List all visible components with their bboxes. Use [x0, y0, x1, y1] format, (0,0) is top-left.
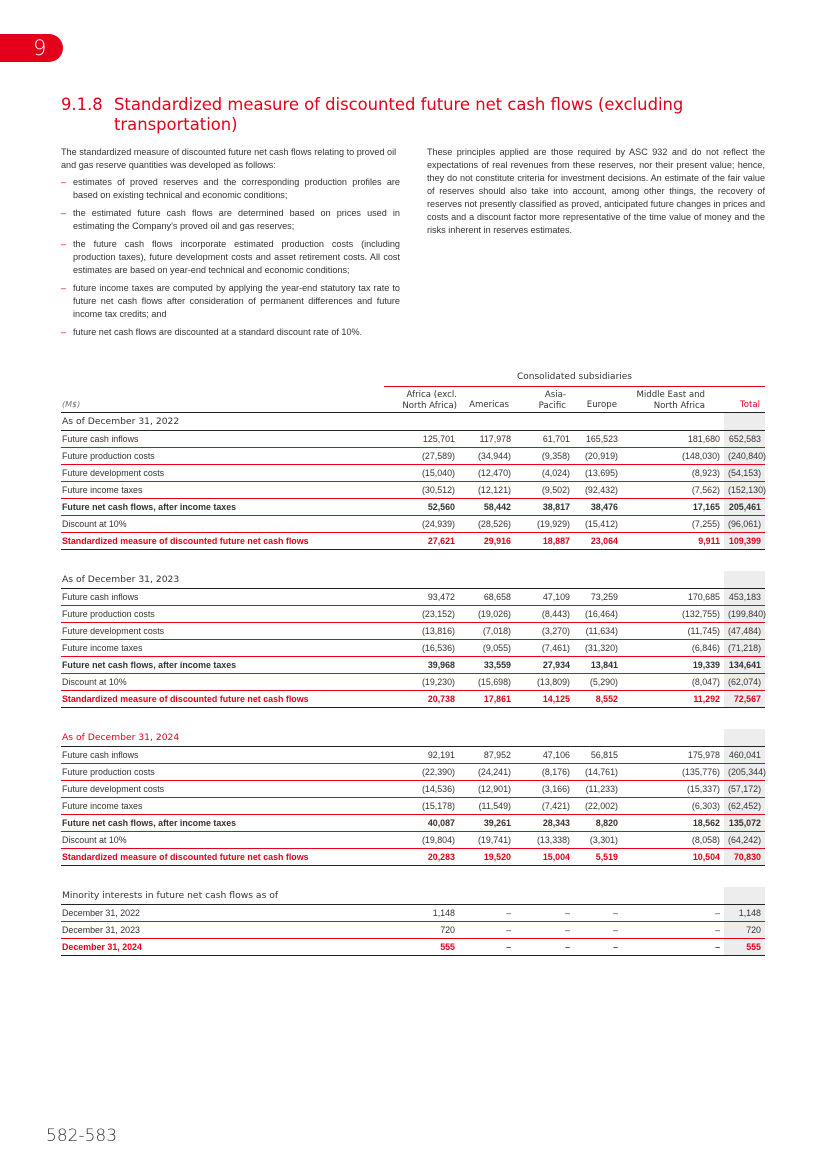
value-cell: (4,024) [515, 464, 574, 481]
value-cell: (22,002) [574, 797, 622, 814]
table-row [61, 464, 765, 481]
list-item: – estimates of proved reserves and the corresponding production profiles are based on existing technical and economic conditions; [61, 177, 400, 200]
list-item: – future income taxes are computed by applying the year-end statutory tax rate to future net cash flows after consideration of permanent differences and future income tax credits; and [61, 283, 400, 319]
total-cell: (71,218) [724, 639, 765, 656]
value-cell: (7,461) [515, 639, 574, 656]
value-cell: (13,809) [515, 673, 574, 690]
section-heading [61, 95, 761, 135]
group-header: Consolidated subsidiaries [384, 372, 765, 387]
value-cell: 68,658 [459, 588, 515, 605]
value-cell: (5,290) [574, 673, 622, 690]
value-cell: 175,978 [622, 746, 724, 763]
row-label: Future cash inflows [61, 588, 384, 605]
value-cell: 38,817 [515, 498, 574, 515]
table-row [61, 639, 765, 656]
value-cell: 8,552 [574, 690, 622, 707]
value-cell: (11,233) [574, 780, 622, 797]
total-cell: (62,074) [724, 673, 765, 690]
column-header-africa: Africa (excl. North Africa) [402, 390, 457, 411]
value-cell: 47,109 [515, 588, 574, 605]
value-cell: 17,165 [622, 498, 724, 515]
value-cell: 170,685 [622, 588, 724, 605]
value-cell: (19,741) [459, 831, 515, 848]
table-row [61, 673, 765, 690]
table-row [61, 498, 765, 515]
value-cell: (12,901) [459, 780, 515, 797]
table-row [61, 904, 765, 921]
value-cell: (135,776) [622, 763, 724, 780]
value-cell: (7,562) [622, 481, 724, 498]
row-label: Future net cash flows, after income taxes [61, 656, 384, 673]
value-cell: (12,470) [459, 464, 515, 481]
value-cell: 39,968 [384, 656, 459, 673]
value-cell: (22,390) [384, 763, 459, 780]
value-cell: (6,846) [622, 639, 724, 656]
value-cell: 28,343 [515, 814, 574, 831]
table-row [61, 605, 765, 622]
table-row [61, 532, 765, 549]
value-cell: (7,421) [515, 797, 574, 814]
section-title-line2: transportation) [114, 115, 238, 134]
value-cell: 14,125 [515, 690, 574, 707]
row-label: Future production costs [61, 763, 384, 780]
row-label: Future income taxes [61, 797, 384, 814]
table-row [61, 921, 765, 938]
total-cell: (62,452) [724, 797, 765, 814]
value-cell: (8,047) [622, 673, 724, 690]
value-cell: 58,442 [459, 498, 515, 515]
value-cell: – [459, 938, 515, 955]
value-cell: (16,464) [574, 605, 622, 622]
value-cell: (14,761) [574, 763, 622, 780]
value-cell: (15,337) [622, 780, 724, 797]
value-cell: (15,178) [384, 797, 459, 814]
value-cell: (9,358) [515, 447, 574, 464]
intro-lead: The standardized measure of discounted future net cash flows relating to proved oil and gas reserve quantities was developed as follows: [61, 147, 397, 170]
table-row [61, 780, 765, 797]
value-cell: 117,978 [459, 430, 515, 447]
value-cell: (16,536) [384, 639, 459, 656]
row-label: Future development costs [61, 622, 384, 639]
value-cell: 125,701 [384, 430, 459, 447]
intro-right-column [427, 146, 765, 237]
table-row [61, 515, 765, 532]
value-cell: 47,106 [515, 746, 574, 763]
total-cell: 555 [724, 938, 765, 955]
intro-right-paragraph: These principles applied are those required by ASC 932 and do not reflect the expectations of real revenues from these reserves, nor their present value; hence, they do not constitute criteria for investment decisions. An estimate of the fair value of reserves should also take into account, among other things, the recovery of reserves not presently classified as proved, anticipated future changes in prices and costs and a discount factor more representative of the time value of money and the risks inherent in reserves estimates. [427, 147, 765, 235]
chapter-tab: 9 [0, 34, 63, 62]
value-cell: 5,519 [574, 848, 622, 865]
value-cell: 19,339 [622, 656, 724, 673]
row-label: December 31, 2023 [61, 921, 384, 938]
total-cell: 109,399 [724, 532, 765, 549]
total-cell: (57,172) [724, 780, 765, 797]
table-row [61, 656, 765, 673]
unit-label: (M$) [62, 400, 81, 409]
section-title-row: As of December 31, 2024 [61, 729, 765, 746]
table-row [61, 814, 765, 831]
intro-bullet-list [61, 176, 400, 339]
value-cell: – [515, 921, 574, 938]
value-cell: 8,820 [574, 814, 622, 831]
value-cell: – [459, 904, 515, 921]
value-cell: (3,270) [515, 622, 574, 639]
value-cell: 720 [384, 921, 459, 938]
total-cell: (199,840) [724, 605, 765, 622]
value-cell: (7,255) [622, 515, 724, 532]
value-cell: – [574, 921, 622, 938]
value-cell: 555 [384, 938, 459, 955]
list-item: – the future cash flows incorporate estimated production costs (including production taxes), future development costs and asset retirement costs. All cost estimates are based on year-end technical and economic conditions; [61, 239, 400, 275]
row-label: Future cash inflows [61, 430, 384, 447]
value-cell: 23,064 [574, 532, 622, 549]
value-cell: (24,939) [384, 515, 459, 532]
total-cell: (47,484) [724, 622, 765, 639]
value-cell: 20,283 [384, 848, 459, 865]
value-cell: (19,230) [384, 673, 459, 690]
value-cell: 33,559 [459, 656, 515, 673]
value-cell: (7,018) [459, 622, 515, 639]
value-cell: (34,944) [459, 447, 515, 464]
row-label: Discount at 10% [61, 673, 384, 690]
total-cell: (205,344) [724, 763, 765, 780]
value-cell: 40,087 [384, 814, 459, 831]
value-cell: (13,695) [574, 464, 622, 481]
value-cell: (31,320) [574, 639, 622, 656]
row-label: Future income taxes [61, 639, 384, 656]
value-cell: 27,621 [384, 532, 459, 549]
table-row [61, 848, 765, 865]
value-cell: 1,148 [384, 904, 459, 921]
value-cell: 39,261 [459, 814, 515, 831]
table-header [61, 372, 765, 412]
value-cell: (8,058) [622, 831, 724, 848]
table-row [61, 447, 765, 464]
value-cell: (3,301) [574, 831, 622, 848]
column-header-total: Total [739, 400, 760, 410]
total-cell: 134,641 [724, 656, 765, 673]
value-cell: (13,338) [515, 831, 574, 848]
total-cell: 652,583 [724, 430, 765, 447]
value-cell: (92,432) [574, 481, 622, 498]
column-header-asia-pacific: Asia- Pacific [538, 390, 566, 411]
total-cell: 453,183 [724, 588, 765, 605]
table-row [61, 622, 765, 639]
row-label: December 31, 2022 [61, 904, 384, 921]
row-label: Standardized measure of discounted future net cash flows [61, 532, 384, 549]
value-cell: – [459, 921, 515, 938]
row-label: Standardized measure of discounted future net cash flows [61, 848, 384, 865]
section-title-row: Minority interests in future net cash flows as of [61, 887, 765, 904]
value-cell: (23,152) [384, 605, 459, 622]
value-cell: 15,004 [515, 848, 574, 865]
value-cell: (8,923) [622, 464, 724, 481]
value-cell: 20,738 [384, 690, 459, 707]
intro-left-column [61, 146, 400, 344]
value-cell: 73,259 [574, 588, 622, 605]
table-row [61, 588, 765, 605]
total-cell: 72,567 [724, 690, 765, 707]
value-cell: – [622, 938, 724, 955]
table-minority [61, 887, 765, 956]
value-cell: (19,804) [384, 831, 459, 848]
table-row [61, 430, 765, 447]
value-cell: 9,911 [622, 532, 724, 549]
value-cell: (27,589) [384, 447, 459, 464]
value-cell: (19,026) [459, 605, 515, 622]
table-2022 [61, 413, 765, 550]
total-cell: (54,153) [724, 464, 765, 481]
list-item: – future net cash flows are discounted at a standard discount rate of 10%. [61, 327, 363, 337]
column-header-americas: Americas [469, 400, 509, 410]
value-cell: (15,698) [459, 673, 515, 690]
row-label: Future development costs [61, 780, 384, 797]
table-row [61, 690, 765, 707]
value-cell: (19,929) [515, 515, 574, 532]
value-cell: 19,520 [459, 848, 515, 865]
value-cell: 61,701 [515, 430, 574, 447]
value-cell: 87,952 [459, 746, 515, 763]
value-cell: 52,560 [384, 498, 459, 515]
total-cell: 720 [724, 921, 765, 938]
value-cell: – [574, 938, 622, 955]
value-cell: (11,745) [622, 622, 724, 639]
table-row [61, 481, 765, 498]
total-cell: (96,061) [724, 515, 765, 532]
row-label: Future cash inflows [61, 746, 384, 763]
value-cell: 38,476 [574, 498, 622, 515]
value-cell: 17,861 [459, 690, 515, 707]
value-cell: (9,502) [515, 481, 574, 498]
value-cell: (148,030) [622, 447, 724, 464]
value-cell: (30,512) [384, 481, 459, 498]
value-cell: (15,412) [574, 515, 622, 532]
value-cell: 11,292 [622, 690, 724, 707]
value-cell: (20,919) [574, 447, 622, 464]
table-row [61, 797, 765, 814]
value-cell: – [622, 921, 724, 938]
value-cell: 18,887 [515, 532, 574, 549]
value-cell: (13,816) [384, 622, 459, 639]
total-cell: 205,461 [724, 498, 765, 515]
value-cell: (12,121) [459, 481, 515, 498]
section-title-row: As of December 31, 2022 [61, 413, 765, 430]
total-cell: (240,840) [724, 447, 765, 464]
list-item: – the estimated future cash flows are determined based on prices used in estimating the Company’s proved oil and gas reserves; [61, 208, 400, 231]
value-cell: 18,562 [622, 814, 724, 831]
row-label: Future net cash flows, after income taxes [61, 498, 384, 515]
table-2024 [61, 729, 765, 866]
value-cell: – [515, 904, 574, 921]
value-cell: 29,916 [459, 532, 515, 549]
table-2023 [61, 571, 765, 708]
table-row [61, 763, 765, 780]
value-cell: – [515, 938, 574, 955]
value-cell: (8,176) [515, 763, 574, 780]
section-title-line1: Standardized measure of discounted future net cash flows (excluding [114, 95, 684, 114]
value-cell: (11,634) [574, 622, 622, 639]
total-cell: 1,148 [724, 904, 765, 921]
value-cell: 93,472 [384, 588, 459, 605]
row-label: Future net cash flows, after income taxes [61, 814, 384, 831]
table-row [61, 746, 765, 763]
value-cell: 10,504 [622, 848, 724, 865]
total-cell: (64,242) [724, 831, 765, 848]
row-label: December 31, 2024 [61, 938, 384, 955]
row-label: Discount at 10% [61, 515, 384, 532]
value-cell: 27,934 [515, 656, 574, 673]
row-label: Future production costs [61, 447, 384, 464]
value-cell: 92,191 [384, 746, 459, 763]
page-number: 582-583 [46, 1126, 118, 1146]
value-cell: – [574, 904, 622, 921]
section-number: 9.1.8 [61, 95, 103, 114]
row-label: Future development costs [61, 464, 384, 481]
total-cell: (152,130) [724, 481, 765, 498]
value-cell: (14,536) [384, 780, 459, 797]
value-cell: (11,549) [459, 797, 515, 814]
value-cell: – [622, 904, 724, 921]
value-cell: 13,841 [574, 656, 622, 673]
value-cell: 181,680 [622, 430, 724, 447]
value-cell: (6,303) [622, 797, 724, 814]
section-title-row: As of December 31, 2023 [61, 571, 765, 588]
value-cell: 56,815 [574, 746, 622, 763]
column-header-middle-east: Middle East and North Africa [636, 390, 705, 411]
value-cell: (24,241) [459, 763, 515, 780]
value-cell: 165,523 [574, 430, 622, 447]
value-cell: (132,755) [622, 605, 724, 622]
value-cell: (28,526) [459, 515, 515, 532]
row-label: Standardized measure of discounted future net cash flows [61, 690, 384, 707]
row-label: Discount at 10% [61, 831, 384, 848]
table-row [61, 938, 765, 955]
value-cell: (3,166) [515, 780, 574, 797]
value-cell: (8,443) [515, 605, 574, 622]
value-cell: (9,055) [459, 639, 515, 656]
total-cell: 70,830 [724, 848, 765, 865]
row-label: Future production costs [61, 605, 384, 622]
value-cell: (15,040) [384, 464, 459, 481]
table-row [61, 831, 765, 848]
row-label: Future income taxes [61, 481, 384, 498]
total-cell: 460,041 [724, 746, 765, 763]
column-header-europe: Europe [586, 400, 617, 410]
total-cell: 135,072 [724, 814, 765, 831]
